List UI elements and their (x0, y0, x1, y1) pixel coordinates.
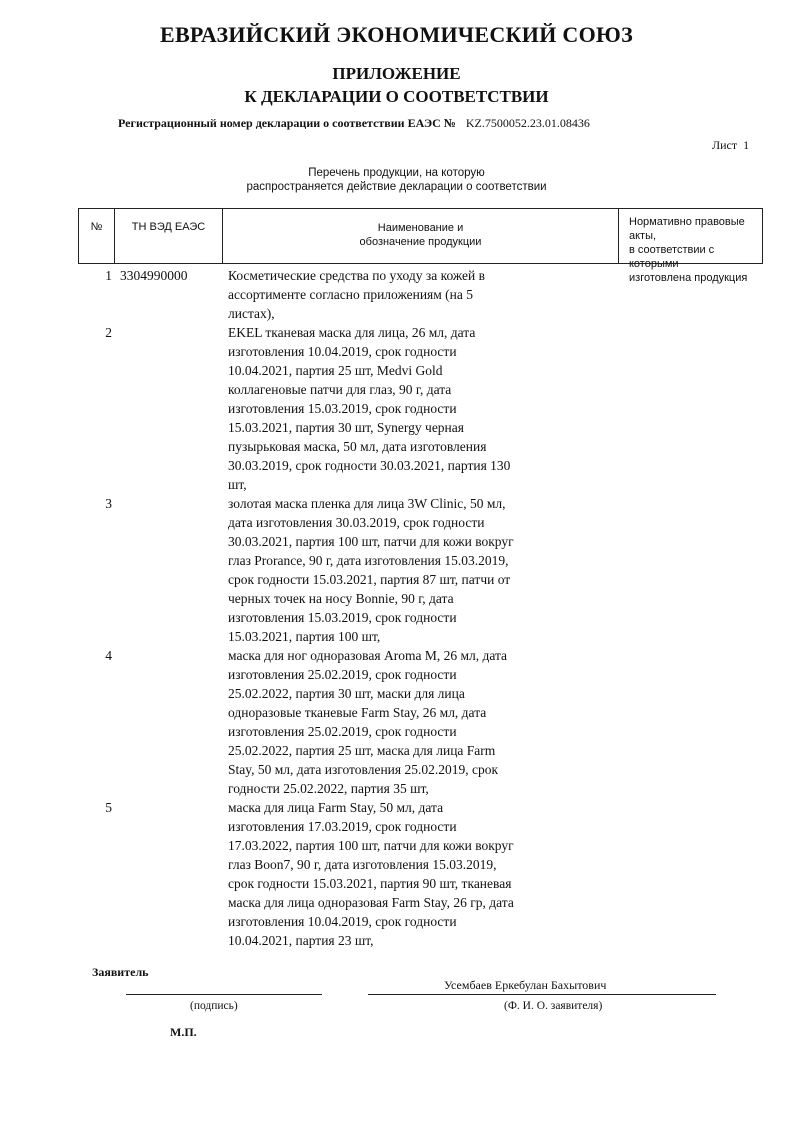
row-description-line: изготовления 25.02.2019, срок годности (228, 724, 457, 739)
table-row (0, 494, 793, 646)
signature-caption: (подпись) (190, 1000, 238, 1012)
applicant-label: Заявитель (92, 965, 149, 979)
signature-line (126, 994, 322, 995)
row-description-line: 25.02.2022, партия 30 шт, маски для лица (228, 686, 465, 701)
table-row (0, 646, 793, 798)
column-header-no: № (79, 209, 115, 263)
row-number: 1 (105, 268, 112, 283)
list-caption-line-1: Перечень продукции, на которую (308, 167, 485, 179)
row-description-line: изготовления 10.04.2019, срок годности (228, 914, 457, 929)
row-description-line: годности 25.02.2022, партия 35 шт, (228, 781, 429, 796)
row-description-line: 17.03.2022, партия 100 шт, патчи для кожи вокруг (228, 838, 514, 853)
row-description-line: 30.03.2019, срок годности 30.03.2021, партия 130 (228, 458, 511, 473)
row-description-line: 15.03.2021, партия 30 шт, Synergy черная (228, 420, 464, 435)
row-code: 3304990000 (120, 268, 188, 283)
list-caption (0, 166, 793, 194)
row-description (228, 646, 548, 798)
registration-line (118, 116, 590, 131)
row-description-line: глаз Boon7, 90 г, дата изготовления 15.03.2019, (228, 857, 497, 872)
applicant-name: Усембаев Еркебулан Бахытович (444, 978, 607, 992)
row-number: 3 (105, 496, 112, 511)
row-description-line: глаз Prorance, 90 г, дата изготовления 15.03.2019, (228, 553, 509, 568)
column-header-acts-line-3: изготовлена продукция (629, 272, 748, 284)
row-number: 4 (105, 648, 112, 663)
product-list (0, 266, 793, 950)
row-description-line: 10.04.2021, партия 25 шт, Medvi Gold (228, 363, 443, 378)
row-description-line: маска для ног одноразовая Aroma M, 26 мл, дата (228, 648, 508, 663)
column-header-name (223, 209, 619, 263)
list-caption-line-2: распространяется действие декларации о соответствии (246, 181, 547, 193)
sheet-number: 1 (743, 138, 750, 152)
appendix-subtitle: К ДЕКЛАРАЦИИ О СООТВЕТСТВИИ (244, 87, 549, 106)
column-header-acts-line-2: в соответствии с которыми (629, 244, 715, 270)
row-description-line: Косметические средства по уходу за кожей в (228, 268, 486, 283)
row-description-line: EKEL тканевая маска для лица, 26 мл, дата (228, 325, 476, 340)
name-line (368, 994, 716, 995)
column-header-code: ТН ВЭД ЕАЭС (115, 209, 223, 263)
row-description-line: 25.02.2022, партия 25 шт, маска для лица Farm (228, 743, 496, 758)
document-title: ЕВРАЗИЙСКИЙ ЭКОНОМИЧЕСКИЙ СОЮЗ (159, 22, 634, 47)
row-description (228, 798, 548, 950)
row-number: 5 (105, 800, 112, 815)
row-description-line: изготовления 15.03.2019, срок годности (228, 610, 457, 625)
table-row (0, 798, 793, 950)
row-description-line: листах), (228, 306, 275, 321)
column-header-acts-line-1: Нормативно правовые акты, (629, 216, 745, 242)
row-description-line: изготовления 15.03.2019, срок годности (228, 401, 457, 416)
row-description-line: Stay, 50 мл, дата изготовления 25.02.2019, срок (228, 762, 499, 777)
column-header-name-line-1: Наименование и (377, 222, 464, 234)
row-description-line: ассортименте согласно приложениям (на 5 (228, 287, 474, 302)
row-description-line: шт, (228, 477, 247, 492)
column-header-acts (619, 209, 762, 284)
table-row (0, 323, 793, 494)
row-description-line: изготовления 10.04.2019, срок годности (228, 344, 457, 359)
appendix-title: ПРИЛОЖЕНИЕ (332, 64, 461, 83)
row-description (228, 494, 548, 646)
row-description (228, 266, 548, 323)
row-description-line: 15.03.2021, партия 100 шт, (228, 629, 381, 644)
row-description-line: золотая маска пленка для лица 3W Clinic, 50 мл, (228, 496, 506, 511)
row-description-line: дата изготовления 30.03.2019, срок годности (228, 515, 485, 530)
column-header-name-line-2: обозначение продукции (359, 236, 482, 248)
row-description-line: 30.03.2021, партия 100 шт, патчи для кожи вокруг (228, 534, 514, 549)
row-description-line: пузырьковая маска, 50 мл, дата изготовления (228, 439, 487, 454)
row-description-line: 10.04.2021, партия 23 шт, (228, 933, 374, 948)
registration-label: Регистрационный номер декларации о соответствии ЕАЭС № (118, 116, 456, 130)
row-description-line: маска для лица Farm Stay, 50 мл, дата (228, 800, 444, 815)
row-number: 2 (105, 325, 112, 340)
row-description-line: срок годности 15.03.2021, партия 87 шт, патчи от (228, 572, 511, 587)
row-description-line: срок годности 15.03.2021, партия 90 шт, тканевая (228, 876, 512, 891)
sheet-label: Лист (712, 138, 738, 152)
row-description (228, 323, 548, 494)
row-description-line: маска для лица одноразовая Farm Stay, 26 гр, дата (228, 895, 514, 910)
row-description-line: одноразовые тканевые Farm Stay, 26 мл, дата (228, 705, 487, 720)
sheet-indicator (712, 138, 749, 153)
registration-number: KZ.7500052.23.01.08436 (465, 116, 590, 130)
table-row (0, 266, 793, 323)
row-description-line: изготовления 25.02.2019, срок годности (228, 667, 457, 682)
row-description-line: изготовления 17.03.2019, срок годности (228, 819, 457, 834)
name-caption: (Ф. И. О. заявителя) (504, 1000, 603, 1012)
stamp-placeholder: М.П. (170, 1025, 197, 1039)
row-description-line: коллагеновые патчи для глаз, 90 г, дата (228, 382, 452, 397)
row-description-line: черных точек на носу Bonnie, 90 г, дата (228, 591, 454, 606)
